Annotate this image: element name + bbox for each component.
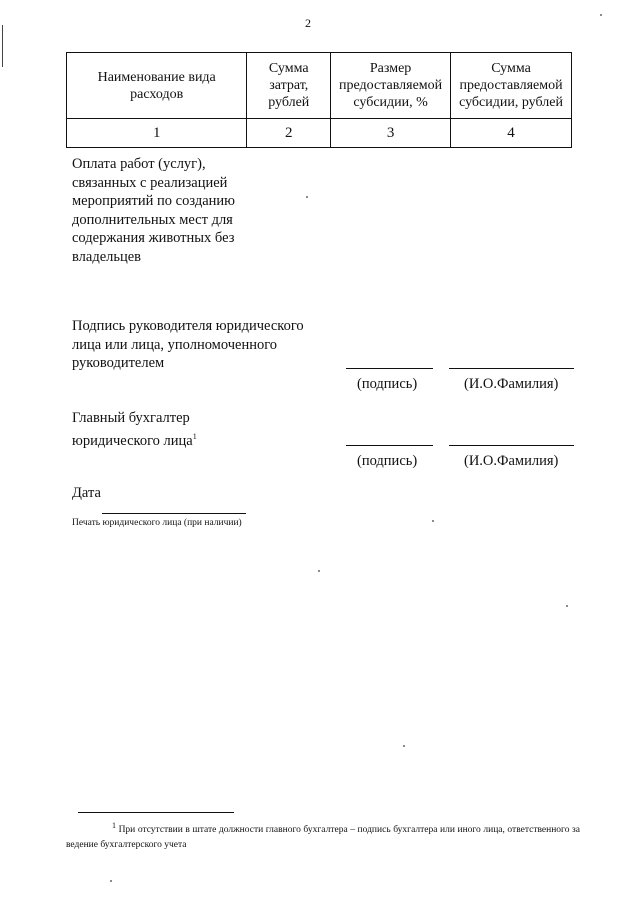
head-signature-line: руководителем xyxy=(72,355,165,371)
expense-description xyxy=(72,155,244,266)
description-line: Оплата работ (услуг), xyxy=(72,156,206,172)
head-name-line-field xyxy=(449,368,574,369)
page-number: 2 xyxy=(305,16,311,30)
head-signature-line-field xyxy=(346,368,433,369)
head-signature-line: Подпись руководителя юридического xyxy=(72,318,304,334)
head-signature-line: лица или лица, уполномоченного xyxy=(72,336,278,353)
scan-speck xyxy=(306,196,308,198)
accountant-name-line-field xyxy=(449,445,574,446)
scan-margin-mark xyxy=(2,25,3,67)
stamp-label: Печать юридического лица (при наличии) xyxy=(72,518,242,528)
description-line: владельцев xyxy=(72,248,142,265)
footnote xyxy=(66,818,580,853)
description-line: содержания животных без xyxy=(72,230,235,246)
footnote-text: При отсутствии в штате должности главного бухгалтера – подпись бухгалтера или иного лица, ответственного за ведение бухгалтерского учета xyxy=(66,825,580,851)
scan-speck xyxy=(318,570,320,572)
head-name-caption: (И.О.Фамилия) xyxy=(464,376,559,392)
date-label: Дата xyxy=(72,485,101,501)
header-expense-type: Наименование вида расходов xyxy=(67,53,247,119)
head-signature-label xyxy=(72,317,304,373)
accountant-name-caption: (И.О.Фамилия) xyxy=(464,453,559,469)
footnote-separator xyxy=(78,812,234,813)
description-line: дополнительных мест для xyxy=(72,211,233,228)
expense-table xyxy=(66,52,572,148)
description-line: связанных с реализацией xyxy=(72,174,228,191)
date-line-field xyxy=(102,513,246,514)
description-line: мероприятий по созданию xyxy=(72,193,235,209)
accountant-sign-caption: (подпись) xyxy=(357,453,418,469)
accountant-signature-line-field xyxy=(346,445,433,446)
footnote-mark: 1 xyxy=(192,431,197,441)
chief-accountant-line xyxy=(72,428,197,450)
column-number: 3 xyxy=(331,119,451,148)
chief-accountant-label xyxy=(72,409,197,450)
scan-speck xyxy=(403,745,405,747)
chief-accountant-text: юридического лица xyxy=(72,432,193,449)
column-number: 4 xyxy=(451,119,572,148)
header-cost-sum: Сумма затрат, рублей xyxy=(247,53,331,119)
header-subsidy-sum: Сумма предоставляемой субсидии, рублей xyxy=(451,53,572,119)
chief-accountant-line: Главный бухгалтер xyxy=(72,410,190,426)
table-number-row xyxy=(67,119,572,148)
footnote-number: 1 xyxy=(112,821,116,830)
scan-speck xyxy=(432,520,434,522)
column-number: 1 xyxy=(67,119,247,148)
scan-speck xyxy=(110,880,112,882)
scan-speck xyxy=(566,605,568,607)
table-header-row xyxy=(67,53,572,119)
scan-speck xyxy=(600,14,602,16)
column-number: 2 xyxy=(247,119,331,148)
head-sign-caption: (подпись) xyxy=(357,376,418,392)
header-subsidy-percent: Размер предоставляемой субсидии, % xyxy=(331,53,451,119)
